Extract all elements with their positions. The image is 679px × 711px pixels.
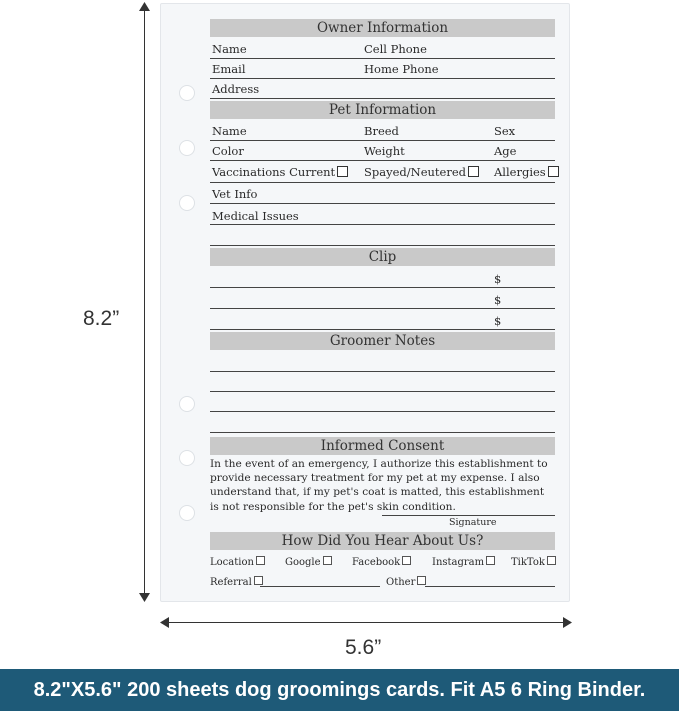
instagram-option: [432, 556, 495, 568]
allergies-label: Allergies: [494, 165, 546, 179]
signature-label: Signature: [449, 517, 497, 528]
sex-label: Sex: [494, 124, 516, 138]
field-line: [210, 78, 555, 79]
vaccinations-label: Vaccinations Current: [212, 165, 336, 179]
binder-hole: [179, 396, 195, 412]
tiktok-label: TikTok: [511, 557, 545, 568]
field-line: [210, 371, 555, 372]
weight-label: Weight: [364, 144, 405, 158]
clip-price-label: $: [494, 293, 502, 307]
owner-name-label: Name: [212, 42, 247, 56]
field-line: [210, 58, 555, 59]
binder-hole: [179, 140, 195, 156]
spayed-label: Spayed/Neutered: [364, 165, 467, 179]
other-checkbox[interactable]: [417, 576, 426, 585]
clip-header: Clip: [210, 248, 555, 266]
google-option: [285, 556, 332, 568]
allergies-checkbox[interactable]: [548, 166, 559, 177]
referral-line: [260, 586, 380, 587]
field-line: [210, 411, 555, 412]
field-line: [210, 308, 555, 309]
vet-info-label: Vet Info: [212, 187, 258, 201]
groomer-notes-header: Groomer Notes: [210, 332, 555, 350]
other-label: Other: [386, 577, 416, 588]
cell-phone-label: Cell Phone: [364, 42, 427, 56]
vaccinations-checkbox[interactable]: [337, 166, 348, 177]
color-label: Color: [212, 144, 244, 158]
vaccinations-field: [212, 165, 348, 179]
consent-text: In the event of an emergency, I authorize this establishment to provide necessary treatment for my pet at my expense. I also understand that, if my pet's coat is matted, this establishment is not responsible for the pet's skin condition.: [210, 458, 548, 513]
facebook-option: [352, 556, 411, 568]
field-line: [210, 224, 555, 225]
address-label: Address: [212, 82, 260, 96]
spayed-field: [364, 165, 479, 179]
binder-hole: [179, 85, 195, 101]
breed-label: Breed: [364, 124, 399, 138]
pet-name-label: Name: [212, 124, 247, 138]
other-line: [425, 586, 555, 587]
referral-option: [210, 576, 263, 588]
height-label: 8.2”: [83, 307, 120, 330]
owner-info-header: Owner Information: [210, 19, 555, 37]
clip-price-label: $: [494, 314, 502, 328]
referral-label: Referral: [210, 577, 252, 588]
field-line: [210, 98, 555, 99]
allergies-field: [494, 165, 559, 179]
field-line: [210, 140, 555, 141]
medical-issues-label: Medical Issues: [212, 209, 299, 223]
field-line: [210, 182, 555, 183]
field-line: [210, 391, 555, 392]
field-line: [210, 432, 555, 433]
field-line: [210, 203, 555, 204]
google-label: Google: [285, 557, 321, 568]
binder-hole: [179, 195, 195, 211]
location-option: [210, 556, 265, 568]
google-checkbox[interactable]: [323, 556, 332, 565]
referral-header: How Did You Hear About Us?: [210, 532, 555, 550]
width-label: 5.6”: [345, 636, 382, 659]
instagram-label: Instagram: [432, 557, 485, 568]
field-line: [210, 245, 555, 246]
field-line: [210, 160, 555, 161]
facebook-checkbox[interactable]: [402, 556, 411, 565]
facebook-label: Facebook: [352, 557, 401, 568]
pet-info-header: Pet Information: [210, 101, 555, 119]
informed-consent-header: Informed Consent: [210, 437, 555, 455]
binder-hole: [179, 450, 195, 466]
location-checkbox[interactable]: [256, 556, 265, 565]
grooming-card: [160, 3, 570, 602]
field-line: [210, 329, 555, 330]
product-banner: 8.2"X5.6" 200 sheets dog groomings cards. Fit A5 6 Ring Binder.: [0, 669, 679, 711]
other-option: [386, 576, 426, 588]
binder-hole: [179, 505, 195, 521]
home-phone-label: Home Phone: [364, 62, 439, 76]
email-label: Email: [212, 62, 246, 76]
location-label: Location: [210, 557, 254, 568]
clip-price-label: $: [494, 272, 502, 286]
tiktok-checkbox[interactable]: [547, 556, 556, 565]
instagram-checkbox[interactable]: [486, 556, 495, 565]
signature-line: [382, 515, 555, 516]
age-label: Age: [494, 144, 517, 158]
tiktok-option: [511, 556, 556, 568]
referral-checkbox[interactable]: [254, 576, 263, 585]
spayed-checkbox[interactable]: [468, 166, 479, 177]
field-line: [210, 287, 555, 288]
